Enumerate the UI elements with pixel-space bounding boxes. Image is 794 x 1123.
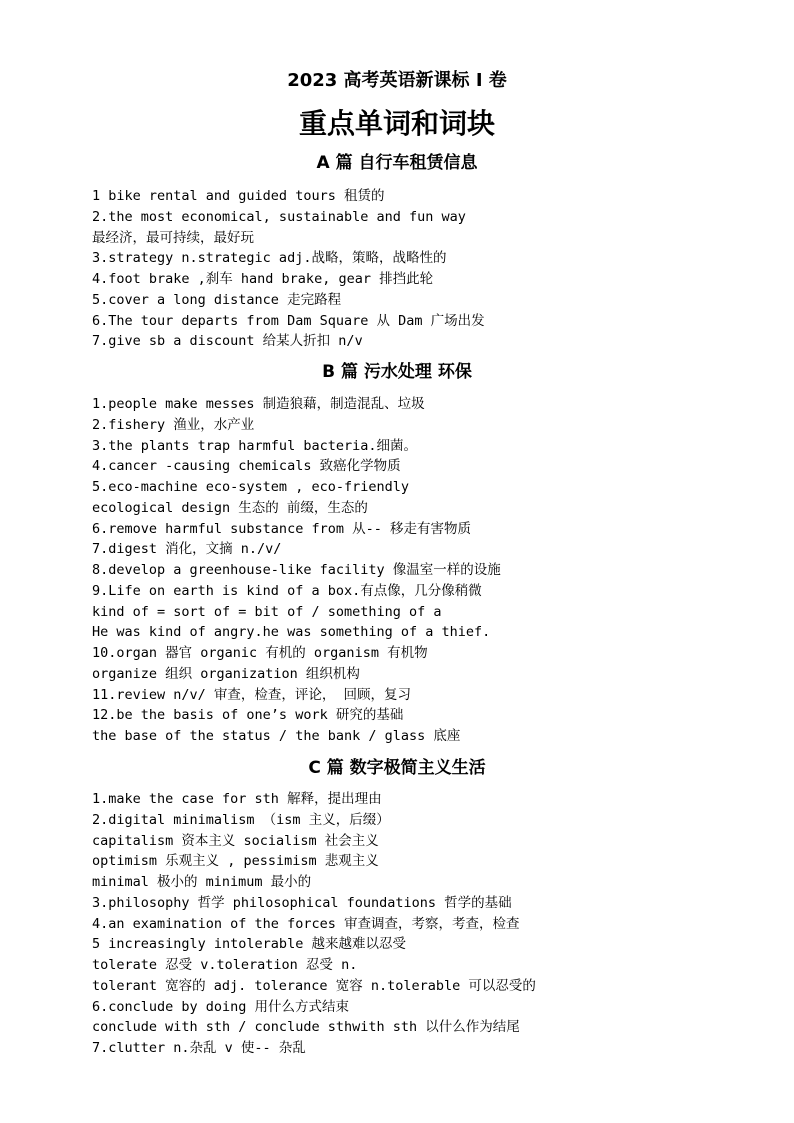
list-item: 3.philosophy 哲学 philosophical foundations 哲学的基础 (92, 894, 512, 911)
list-item: 最经济，最可持续，最好玩 (92, 229, 254, 246)
list-item: 11.review n/v/ 审查，检查，评论， 回顾，复习 (92, 686, 412, 703)
list-item: 5.cover a long distance 走完路程 (92, 291, 342, 308)
list-item: organize 组织 organization 组织机构 (92, 665, 360, 682)
section-a-heading: A 篇 自行车租赁信息 (316, 153, 478, 173)
section-a-list (92, 186, 772, 352)
list-item: 3.the plants trap harmful bacteria.细菌。 (92, 437, 417, 454)
list-item: tolerant 宽容的 adj. tolerance 宽容 n.tolerable 可以忍受的 (92, 977, 536, 994)
list-item: 6.The tour departs from Dam Square 从 Dam 广场出发 (92, 312, 485, 329)
list-item: 1.make the case for sth 解释，提出理由 (92, 791, 382, 807)
list-item: 4.cancer -causing chemicals 致癌化学物质 (92, 458, 401, 475)
list-item: 5.eco-machine eco-system , eco-friendly (92, 479, 409, 495)
list-item: 7.give sb a discount 给某人折扣 n/v (92, 333, 363, 350)
list-item: 2.the most economical, sustainable and fun way (92, 208, 466, 225)
list-item: conclude with sth / conclude sthwith sth 以什么作为结尾 (92, 1019, 520, 1036)
list-item: He was kind of angry.he was something of a thief. (92, 624, 491, 641)
list-item: 1 bike rental and guided tours 租赁的 (92, 188, 385, 204)
page-title: 重点单词和词块 (298, 107, 495, 140)
list-item: 10.organ 器官 organic 有机的 organism 有机物 (92, 645, 428, 661)
list-item: optimism 乐观主义 , pessimism 悲观主义 (92, 853, 379, 870)
section-c-heading: C 篇 数字极简主义生活 (308, 758, 486, 778)
list-item: ecological design 生态的 前缀，生态的 (92, 499, 368, 516)
list-item: 7.digest 消化，文摘 n./v/ (92, 541, 282, 558)
list-item: kind of = sort of = bit of / something of a (92, 603, 442, 620)
list-item: minimal 极小的 minimum 最小的 (92, 874, 312, 890)
list-item: 6.conclude by doing 用什么方式结束 (92, 998, 350, 1015)
list-item: capitalism 资本主义 socialism 社会主义 (92, 832, 379, 849)
list-item: 9.Life on earth is kind of a box.有点像，几分像稍微 (92, 582, 482, 599)
list-item: 12.be the basis of one’s work 研究的基础 (92, 707, 404, 724)
document-header: 2023 高考英语新课标 I 卷 (287, 70, 507, 91)
list-item: 4.an examination of the forces 审查调查，考察，考查，检查 (92, 915, 520, 932)
list-item: 7.clutter n.杂乱 v 使-- 杂乱 (92, 1040, 306, 1056)
section-b-heading: B 篇 污水处理 环保 (322, 362, 472, 382)
list-item: 8.develop a greenhouse-like facility 像温室一样的设施 (92, 562, 501, 578)
list-item: 2.fishery 渔业，水产业 (92, 416, 255, 433)
list-item: 4.foot brake ,刹车 hand brake, gear 排挡此轮 (92, 271, 434, 287)
list-item: 3.strategy n.strategic adj.战略，策略，战略性的 (92, 250, 447, 267)
list-item: 2.digital minimalism （ism 主义，后缀） (92, 811, 390, 828)
list-item: the base of the status / the bank / glass 底座 (92, 728, 461, 744)
list-item: 1.people make messes 制造狼藉，制造混乱、垃圾 (92, 396, 425, 412)
list-item: tolerate 忍受 v.toleration 忍受 n. (92, 957, 358, 973)
list-item: 5 increasingly intolerable 越来越难以忍受 (92, 936, 406, 953)
section-b-list (92, 394, 772, 747)
list-item: 6.remove harmful substance from 从-- 移走有害物质 (92, 520, 471, 537)
section-c-list (92, 789, 772, 1059)
